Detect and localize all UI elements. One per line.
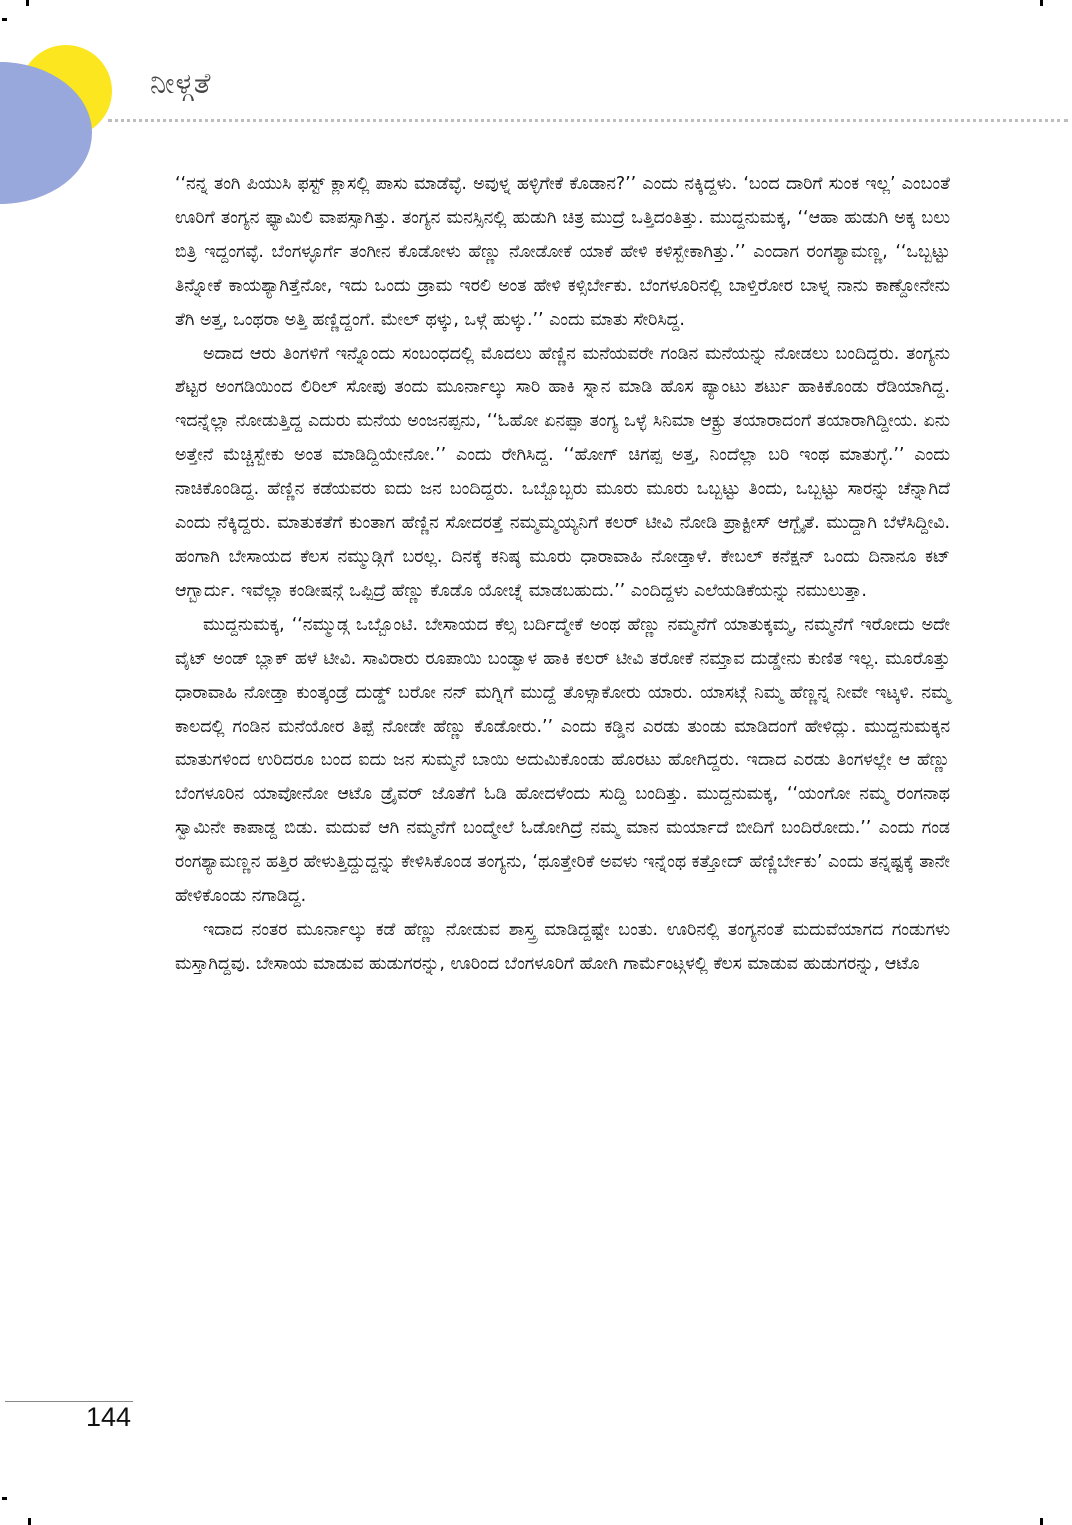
paragraph: ಇದಾದ ನಂತರ ಮೂರ್ನಾಲ್ಕು ಕಡೆ ಹೆಣ್ಣು ನೋಡುವ ಶಾಸ್ತ್ರ ಮಾಡಿದ್ದಷ್ಟೇ ಬಂತು. ಊರಿನಲ್ಲಿ ತಂಗ್ಯನಂತೆ ಮದುವೆಯಾಗದ ಗಂಡುಗಳು ಮಸ್ತಾಗಿದ್ದವು. ಬೇಸಾಯ ಮಾಡುವ ಹುಡುಗರನ್ನು, ಊರಿಂದ ಬೆಂಗಳೂರಿಗೆ ಹೋಗಿ ಗಾರ್ಮೆಂಟ್ಗಳಲ್ಲಿ ಕೆಲಸ ಮಾಡುವ ಹುಡುಗರನ್ನು, ಆಟೊ [175, 919, 950, 974]
story-body [175, 168, 950, 982]
header-dotted-rule [108, 119, 1068, 122]
paragraph: ಮುದ್ದನುಮಕ್ಕ, ‘‘ನಮ್ಮುಡ್ಗ ಒಬ್ಬೊಂಟಿ. ಬೇಸಾಯದ ಕೆಲ್ಸ ಬರ್ದಿದ್ಮೇಕೆ ಅಂಥ ಹೆಣ್ಣು ನಮ್ಮನೆಗೆ ಯಾತುಕ್ಕಮ್ಮ, ನಮ್ಮನೆಗೆ ಇರೋದು ಅದೇ ವೈಟ್ ಅಂಡ್ ಬ್ಲಾಕ್ ಹಳೆ ಟೀವಿ. ಸಾವಿರಾರು ರೂಪಾಯಿ ಬಂಡ್ವಾಳ ಹಾಕಿ ಕಲರ್ ಟೀವಿ ತರೋಕೆ ನಮ್ತಾವ ದುಡ್ಡೇನು ಕುಣಿತ ಇಲ್ಲ. ಮೂರೊತ್ತು ಧಾರಾವಾಹಿ ನೋಡ್ತಾ ಕುಂತ್ಕಂಡ್ರೆ ದುಡ್ಡ್ ಬರೋ ನನ್ ಮಗ್ನಿಗೆ ಮುದ್ದೆ ತೊಳ್ಸಾಕೋರು ಯಾರು. ಯಾಸಟ್ಗೆ ನಿಮ್ಮ ಹೆಣ್ಣನ್ನ ನೀವೇ ಇಟ್ಕಳಿ. ನಮ್ಮ ಕಾಲದಲ್ಲಿ ಗಂಡಿನ ಮನೆಯೋರ ತಿಪ್ಪೆ ನೋಡೇ ಹೆಣ್ಣು ಕೊಡೋರು.’’ ಎಂದು ಕಡ್ಡಿನ ಎರಡು ತುಂಡು ಮಾಡಿದಂಗೆ ಹೇಳಿದ್ಲು. ಮುದ್ದನುಮಕ್ಕನ ಮಾತುಗಳಿಂದ ಉರಿದರೂ ಬಂದ ಐದು ಜನ ಸುಮ್ಮನೆ ಬಾಯಿ ಅದುಮಿಕೊಂಡು ಹೊರಟು ಹೋಗಿದ್ದರು. ಇದಾದ ಎರಡು ತಿಂಗಳಲ್ಲೇ ಆ ಹೆಣ್ಣು ಬೆಂಗಳೂರಿನ ಯಾವೋನೋ ಆಟೊ ಡ್ರೈವರ್ ಜೊತೆಗೆ ಓಡಿ ಹೋದಳೆಂದು ಸುದ್ದಿ ಬಂದಿತ್ತು. ಮುದ್ದನುಮಕ್ಕ, ‘‘ಯಂಗೋ ನಮ್ಮ ರಂಗನಾಥ ಸ್ವಾಮಿನೇ ಕಾಪಾಡ್ದ ಬಿಡು. ಮದುವೆ ಆಗಿ ನಮ್ಮನೆಗೆ ಬಂದ್ಮೇಲೆ ಓಡೋಗಿದ್ರೆ ನಮ್ಮ ಮಾನ ಮರ್ಯಾದೆ ಬೀದಿಗೆ ಬಂದಿರೋದು.’’ ಎಂದು ಗಂಡ ರಂಗಶ್ಯಾಮಣ್ಣನ ಹತ್ತಿರ ಹೇಳುತ್ತಿದ್ದುದ್ದನ್ನು ಕೇಳಿಸಿಕೊಂಡ ತಂಗ್ಯನು, ‘ಥೂತ್ತೇರಿಕೆ ಅವಳು ಇನ್ನೆಂಥ ಕತ್ತೋದ್ ಹೆಣ್ಣಿರ್ಬೇಕು’ ಎಂದು ತನ್ನಷ್ಟಕ್ಕೆ ತಾನೇ ಹೇಳಿಕೊಂಡು ನಗಾಡಿದ್ದ. [175, 614, 950, 907]
crop-mark-top-right-v [1040, 0, 1043, 6]
crop-mark-bottom-left [2, 1497, 7, 1500]
paragraph: ಅದಾದ ಆರು ತಿಂಗಳಿಗೆ ಇನ್ನೊಂದು ಸಂಬಂಧದಲ್ಲಿ ಮೊದಲು ಹೆಣ್ಣಿನ ಮನೆಯವರೇ ಗಂಡಿನ ಮನೆಯನ್ನು ನೋಡಲು ಬಂದಿದ್ದರು. ತಂಗ್ಯನು ಶೆಟ್ಟರ ಅಂಗಡಿಯಿಂದ ಲಿರಿಲ್ ಸೋಪು ತಂದು ಮೂರ್ನಾಲ್ಕು ಸಾರಿ ಹಾಕಿ ಸ್ನಾನ ಮಾಡಿ ಹೊಸ ಪ್ಯಾಂಟು ಶರ್ಟು ಹಾಕಿಕೊಂಡು ರೆಡಿಯಾಗಿದ್ದ. ಇದನ್ನೆಲ್ಲಾ ನೋಡುತ್ತಿದ್ದ ಎದುರು ಮನೆಯ ಅಂಜನಪ್ಪನು, ‘‘ಓಹೋ ಏನಪ್ಪಾ ತಂಗ್ಯ ಒಳ್ಳೆ ಸಿನಿಮಾ ಆಕ್ಟ್ರು ತಯಾರಾದಂಗೆ ತಯಾರಾಗಿದ್ದೀಯ. ಏನು ಅತ್ತೇನೆ ಮೆಚ್ಚಿಸ್ಬೇಕು ಅಂತ ಮಾಡಿದ್ದಿಯೇನೋ.’’ ಎಂದು ರೇಗಿಸಿದ್ದ. ‘‘ಹೋಗ್ ಚಿಗಪ್ಪ ಅತ್ತ, ನಿಂದೆಲ್ಲಾ ಬರಿ ಇಂಥ ಮಾತುಗ್ಳೆ.’’ ಎಂದು ನಾಚಿಕೊಂಡಿದ್ದ. ಹೆಣ್ಣಿನ ಕಡೆಯವರು ಐದು ಜನ ಬಂದಿದ್ದರು. ಒಬ್ಬೊಬ್ಬರು ಮೂರು ಮೂರು ಒಬ್ಬಟ್ಟು ತಿಂದು, ಒಬ್ಬಟ್ಟು ಸಾರನ್ನು ಚೆನ್ನಾಗಿದೆ ಎಂದು ನೆಕ್ಕಿದ್ದರು. ಮಾತುಕತೆಗೆ ಕುಂತಾಗ ಹೆಣ್ಣಿನ ಸೋದರತ್ತೆ ನಮ್ಮಮ್ಮಯ್ಯನಿಗೆ ಕಲರ್ ಟೀವಿ ನೋಡಿ ಪ್ರಾಕ್ಟೀಸ್ ಆಗ್ಬೈತೆ. ಮುದ್ದಾಗಿ ಬೆಳೆಸಿದ್ದೀವಿ. ಹಂಗಾಗಿ ಬೇಸಾಯದ ಕೆಲಸ ನಮ್ಮುಡ್ಗಿಗೆ ಬರಲ್ಲ. ದಿನಕ್ಕೆ ಕನಿಷ್ಠ ಮೂರು ಧಾರಾವಾಹಿ ನೋಡ್ತಾಳೆ. ಕೇಬಲ್ ಕನೆಕ್ಷನ್ ಒಂದು ದಿನಾನೂ ಕಟ್ ಆಗ್ಬಾರ್ದು. ಇವೆಲ್ಲಾ ಕಂಡೀಷನ್ಗೆ ಒಪ್ಪಿದ್ರೆ ಹೆಣ್ಣು ಕೊಡೊ ಯೋಚ್ನೆ ಮಾಡಬಹುದು.’’ ಎಂದಿದ್ದಳು ಎಲೆಯಡಿಕೆಯನ್ನು ನಮುಲುತ್ತಾ. [175, 343, 950, 601]
header-decoration [0, 0, 200, 220]
page-number: 144 [86, 1402, 132, 1432]
crop-mark-bottom-left-v [28, 1518, 31, 1525]
running-header-title: ನೀಳ್ಗತೆ [150, 66, 212, 100]
crop-mark-bottom-right-v [1040, 1518, 1043, 1525]
paragraph: ‘‘ನನ್ನ ತಂಗಿ ಪಿಯುಸಿ ಫಸ್ಟ್ ಕ್ಲಾಸಲ್ಲಿ ಪಾಸು ಮಾಡೆವ್ಳೆ. ಅವುಳ್ನ ಹಳ್ಳಿಗೇಕೆ ಕೊಡಾನ?’’ ಎಂದು ನಕ್ಕಿದ್ದಳು. ‘ಬಂದ ದಾರಿಗೆ ಸುಂಕ ಇಲ್ಲ’ ಎಂಬಂತೆ ಊರಿಗೆ ತಂಗ್ಯನ ಫ್ಯಾಮಿಲಿ ವಾಪಸ್ಸಾಗಿತ್ತು. ತಂಗ್ಯನ ಮನಸ್ಸಿನಲ್ಲಿ ಹುಡುಗಿ ಚಿತ್ರ ಮುದ್ರೆ ಒತ್ತಿದಂತಿತ್ತು. ಮುದ್ದನುಮಕ್ಕ, ‘‘ಆಹಾ ಹುಡುಗಿ ಅಕ್ಕ ಬಲು ಬಿತ್ರಿ ಇದ್ದಂಗವ್ಳೆ. ಬೆಂಗಳ್ಳೂರ್ಗೆ ತಂಗೀನ ಕೊಡೋಳು ಹೆಣ್ಣು ನೋಡೋಕೆ ಯಾಕೆ ಹೇಳಿ ಕಳಿಸ್ಬೇಕಾಗಿತ್ತು.’’ ಎಂದಾಗ ರಂಗಶ್ಯಾಮಣ್ಣ, ‘‘ಒಬ್ಬಟ್ಟು ತಿನ್ನೋಕೆ ಕಾಯಶ್ಯಾಗಿತ್ತೆನೋ, ಇದು ಒಂದು ಡ್ರಾಮ ಇರಲಿ ಅಂತ ಹೇಳಿ ಕಳ್ಸಿರ್ಬೇಕು. ಬೆಂಗಳೂರಿನಲ್ಲಿ ಬಾಳ್ತಿರೋರ ಬಾಳ್ನ ನಾನು ಕಾಣ್ದೋನೇನು ತೆಗಿ ಅತ್ತ, ಒಂಥರಾ ಅತ್ತಿ ಹಣ್ಣಿದ್ದಂಗೆ. ಮೇಲ್ ಥಳ್ಕು, ಒಳ್ಗೆ ಹುಳ್ಕು.’’ ಎಂದು ಮಾತು ಸೇರಿಸಿದ್ದ. [175, 174, 950, 330]
